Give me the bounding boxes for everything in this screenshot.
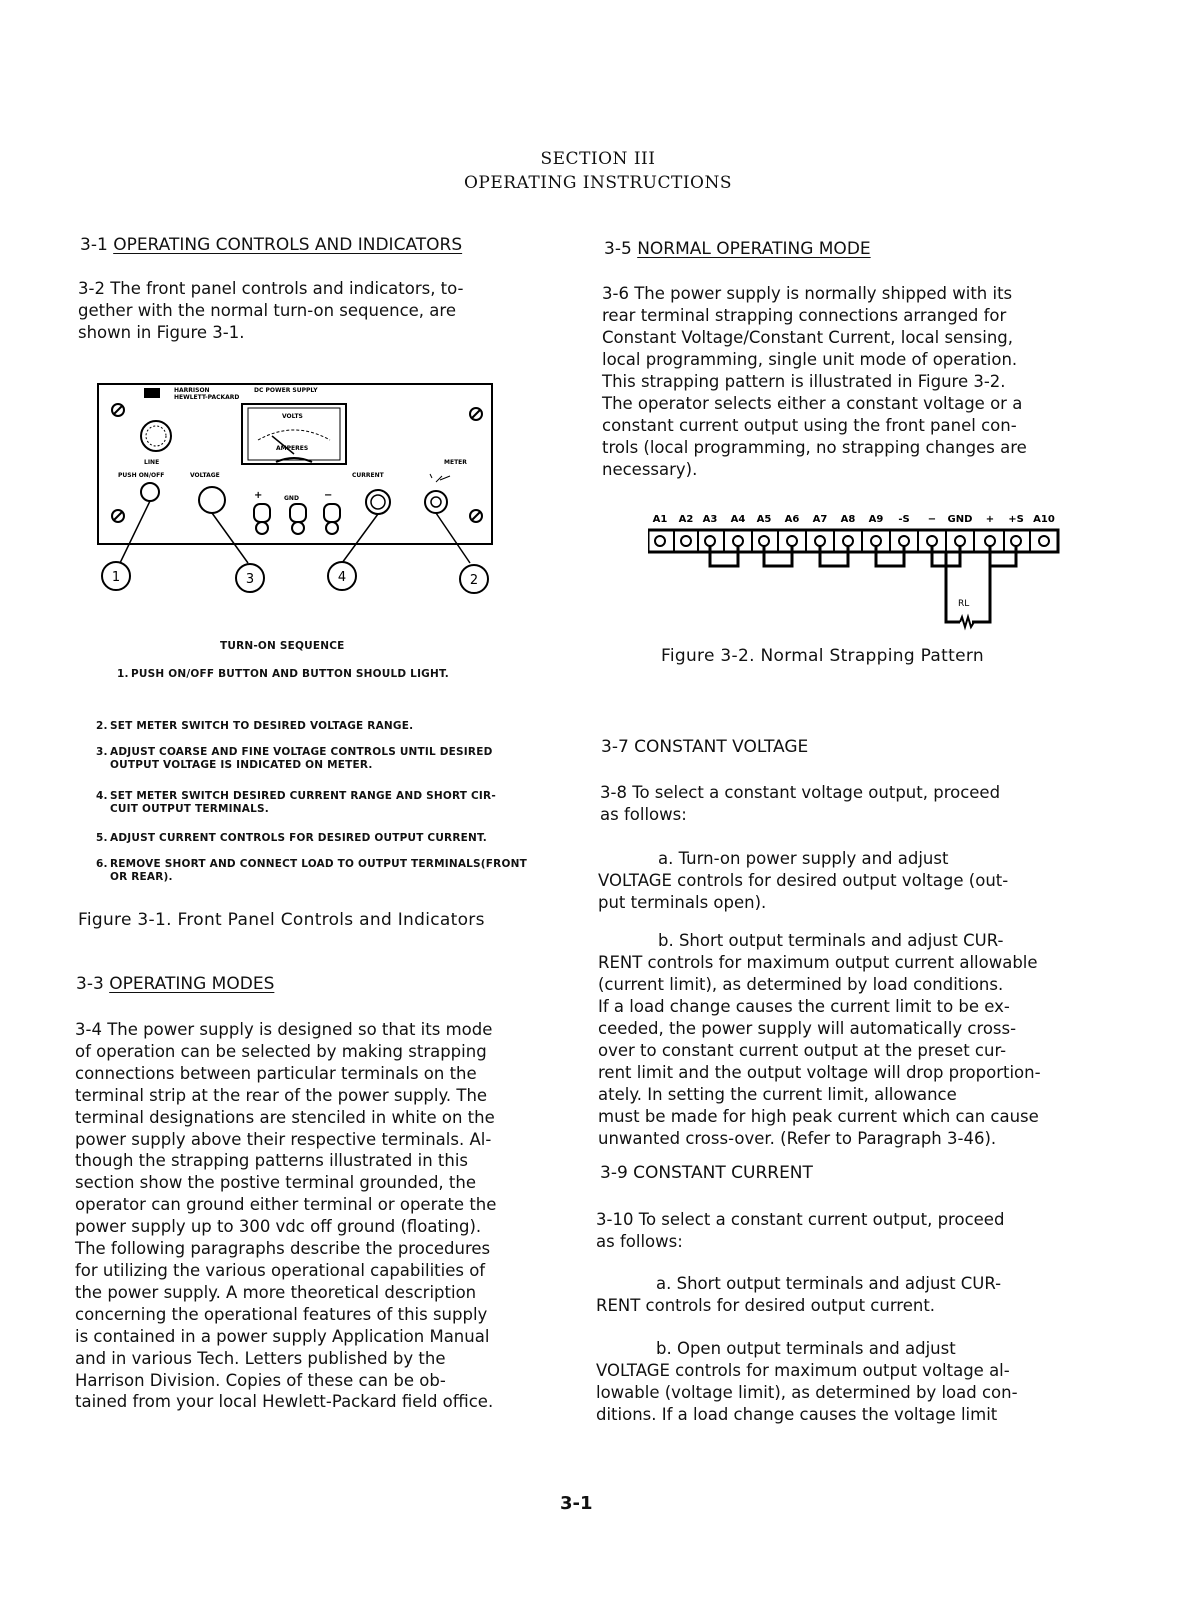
text-line: b. Open output terminals and adjust <box>656 1339 956 1358</box>
product-name: DC POWER SUPPLY <box>254 387 318 394</box>
text-line: ditions. If a load change causes the voltage limit <box>596 1405 998 1424</box>
text-line: terminal strip at the rear of the power supply. The <box>75 1085 488 1105</box>
text-line: RENT controls for desired output current. <box>596 1296 936 1315</box>
text-line: rent limit and the output voltage will drop proportion- <box>598 1063 1041 1082</box>
step-text: REMOVE SHORT AND CONNECT LOAD TO OUTPUT TERMINALS(FRONT <box>110 858 527 870</box>
text-line: of operation can be selected by making strapping <box>75 1041 487 1061</box>
callout-2-label: 2 <box>469 573 479 588</box>
terminal-label-a5: A5 <box>756 514 772 525</box>
text-line: VOLTAGE controls for maximum output voltage al- <box>596 1361 1010 1380</box>
terminal-label-a7: A7 <box>812 514 828 525</box>
terminal-gnd-icon <box>290 504 306 522</box>
text-line: shown in Figure 3-1. <box>78 323 245 342</box>
heading-3-3-number: 3-3 <box>76 974 104 994</box>
text-line: local programming, single unit mode of operation. <box>602 350 1018 369</box>
text-line: the power supply. A more theoretical description <box>75 1282 477 1302</box>
label-line: LINE <box>144 459 160 466</box>
label-push-onoff: PUSH ON/OFF <box>118 472 165 479</box>
text-line: 3-10 To select a constant current output, proceed <box>596 1210 1005 1229</box>
text-line: unwanted cross-over. (Refer to Paragraph 3-46). <box>598 1129 997 1148</box>
step-text: SET METER SWITCH TO DESIRED VOLTAGE RANGE. <box>110 720 414 732</box>
page-number: 3-1 <box>560 1493 593 1514</box>
text-line: tained from your local Hewlett-Packard field office. <box>75 1392 494 1412</box>
label-meter: METER <box>444 459 467 466</box>
paragraph-3-6 <box>602 283 1102 481</box>
text-line: and in various Tech. Letters published by the <box>75 1348 446 1368</box>
terminal-label-plus-s: +S <box>1008 514 1024 525</box>
callout-3-label: 3 <box>245 572 255 587</box>
heading-3-7: 3-7 CONSTANT VOLTAGE <box>601 737 809 757</box>
strapping-pattern-figure <box>648 510 1068 635</box>
step-text: ADJUST COARSE AND FINE VOLTAGE CONTROLS UNTIL DESIRED <box>110 746 493 758</box>
heading-3-5 <box>604 238 871 260</box>
label-voltage: VOLTAGE <box>190 472 220 479</box>
terminal-label-a6: A6 <box>784 514 800 525</box>
text-line: terminal designations are stenciled in white on the <box>75 1107 495 1127</box>
load-resistor-icon <box>960 617 974 627</box>
text-line: over to constant current output at the preset cur- <box>598 1041 1007 1060</box>
heading-3-9: 3-9 CONSTANT CURRENT <box>600 1163 813 1183</box>
push-button-icon <box>141 483 159 501</box>
text-line: ately. In setting the current limit, allowance <box>598 1085 957 1104</box>
section-label: SECTION III <box>540 149 656 169</box>
text-line: lowable (voltage limit), as determined by load con- <box>596 1383 1018 1402</box>
figure-3-2-caption: Figure 3-2. Normal Strapping Pattern <box>661 646 984 666</box>
brand-harrison: HARRISON <box>174 387 210 394</box>
text-line: ceeded, the power supply will automatically cross- <box>598 1019 1017 1038</box>
text-line: gether with the normal turn-on sequence, are <box>78 301 456 320</box>
brand-hp: HEWLETT-PACKARD <box>174 394 240 401</box>
text-line: is contained in a power supply Application Manual <box>75 1326 490 1346</box>
paragraph-3-4 <box>75 1019 565 1413</box>
load-resistor-label: RL <box>958 599 970 609</box>
label-minus: − <box>324 490 333 501</box>
text-line: as follows: <box>596 1232 683 1251</box>
paragraph-3-2 <box>78 278 548 344</box>
text-line: The operator selects either a constant voltage or a <box>602 394 1023 413</box>
meter-amperes: AMPERES <box>276 445 309 452</box>
text-line: The following paragraphs describe the procedures <box>75 1239 491 1259</box>
text-line: operator can ground either terminal or operate the <box>75 1195 497 1215</box>
text-line: VOLTAGE controls for desired output voltage (out- <box>598 871 1009 890</box>
text-line: This strapping pattern is illustrated in Figure 3-2. <box>602 372 1006 391</box>
text-line: connections between particular terminals on the <box>75 1063 477 1083</box>
paragraph-3-10 <box>596 1209 1106 1253</box>
step-4: 4. SET METER SWITCH DESIRED CURRENT RANGE AND SHORT CIR- CUIT OUTPUT TERMINALS. <box>96 790 536 816</box>
step-text: PUSH ON/OFF BUTTON AND BUTTON SHOULD LIGHT. <box>131 668 449 680</box>
heading-3-3-title: OPERATING MODES <box>109 974 275 994</box>
turn-on-title: TURN-ON SEQUENCE <box>220 640 345 652</box>
paragraph-3-8b <box>598 930 1108 1150</box>
terminal-label-minus: − <box>927 514 937 525</box>
step-text: OUTPUT VOLTAGE IS INDICATED ON METER. <box>110 759 373 771</box>
text-line: constant current output using the front panel con- <box>602 416 1017 435</box>
terminal-plus-icon <box>254 504 270 522</box>
text-line: b. Short output terminals and adjust CUR- <box>658 931 1004 950</box>
terminal-minus-icon <box>324 504 340 522</box>
step-1: 1. PUSH ON/OFF BUTTON AND BUTTON SHOULD LIGHT. <box>117 668 449 680</box>
text-line: trols (local programming, no strapping changes are <box>602 438 1027 457</box>
callout-4-label: 4 <box>337 570 347 585</box>
section-title: OPERATING INSTRUCTIONS <box>463 173 733 193</box>
terminal-label-minus-s: -S <box>898 514 910 525</box>
text-line: put terminals open). <box>598 893 767 912</box>
text-line: power supply up to 300 vdc off ground (floating). <box>75 1217 482 1237</box>
hp-logo <box>144 388 160 398</box>
heading-3-1 <box>80 234 462 256</box>
terminal-label-gnd: GND <box>947 514 973 525</box>
text-line: concerning the operational features of this supply <box>75 1304 488 1324</box>
text-line: 3-8 To select a constant voltage output, proceed <box>600 783 1001 802</box>
paragraph-3-8 <box>600 782 1100 826</box>
text-line: a. Turn-on power supply and adjust <box>658 849 949 868</box>
terminal-label-a1: A1 <box>652 514 668 525</box>
step-5: 5. ADJUST CURRENT CONTROLS FOR DESIRED OUTPUT CURRENT. <box>96 832 487 844</box>
front-panel-figure <box>96 380 506 630</box>
heading-3-3 <box>76 973 274 995</box>
paragraph-3-8a <box>598 848 1108 914</box>
terminal-label-plus: + <box>985 514 995 525</box>
text-line: RENT controls for maximum output current allowable <box>598 953 1038 972</box>
terminal-label-a4: A4 <box>730 514 746 525</box>
text-line: section show the postive terminal grounded, the <box>75 1173 477 1193</box>
label-gnd: GND <box>284 495 299 502</box>
heading-3-1-title: OPERATING CONTROLS AND INDICATORS <box>113 235 463 255</box>
text-line: as follows: <box>600 805 687 824</box>
meter-switch-icon <box>425 491 447 513</box>
text-line: for utilizing the various operational capabilities of <box>75 1260 486 1280</box>
current-knob-icon <box>366 490 390 514</box>
text-line: 3-6 The power supply is normally shipped with its <box>602 284 1013 303</box>
text-line: a. Short output terminals and adjust CUR- <box>656 1274 1002 1293</box>
step-2: 2. SET METER SWITCH TO DESIRED VOLTAGE RANGE. <box>96 720 414 732</box>
heading-3-5-number: 3-5 <box>604 239 632 259</box>
text-line: Harrison Division. Copies of these can be ob- <box>75 1370 446 1390</box>
terminal-label-a3: A3 <box>702 514 718 525</box>
text-line: If a load change causes the current limit to be ex- <box>598 997 1010 1016</box>
terminal-label-a9: A9 <box>868 514 884 525</box>
text-line: power supply above their respective terminals. Al- <box>75 1129 492 1149</box>
text-line: 3-2 The front panel controls and indicators, to- <box>78 279 464 298</box>
heading-3-5-title: NORMAL OPERATING MODE <box>637 239 871 259</box>
step-3: 3. ADJUST COARSE AND FINE VOLTAGE CONTROLS UNTIL DESIRED OUTPUT VOLTAGE IS INDICATED ON METER. <box>96 746 536 772</box>
paragraph-3-10a <box>596 1273 1106 1317</box>
text-line: necessary). <box>602 460 698 479</box>
figure-3-1-caption: Figure 3-1. Front Panel Controls and Indicators <box>78 910 485 930</box>
text-line: Constant Voltage/Constant Current, local sensing, <box>602 328 1014 347</box>
label-plus: + <box>254 490 263 501</box>
terminal-label-a8: A8 <box>840 514 856 525</box>
text-line: must be made for high peak current which can cause <box>598 1107 1039 1126</box>
text-line: though the strapping patterns illustrated in this <box>75 1151 469 1171</box>
paragraph-3-10b <box>596 1338 1106 1426</box>
step-text: CUIT OUTPUT TERMINALS. <box>110 803 269 815</box>
voltage-knob-icon <box>199 487 225 513</box>
label-current: CURRENT <box>352 472 384 479</box>
step-text: OR REAR). <box>110 871 173 883</box>
step-text: SET METER SWITCH DESIRED CURRENT RANGE AND SHORT CIR- <box>110 790 496 802</box>
text-line: rear terminal strapping connections arranged for <box>602 306 1007 325</box>
terminal-label-a10: A10 <box>1033 514 1055 525</box>
callout-1-label: 1 <box>111 570 121 585</box>
meter-volts: VOLTS <box>282 413 303 420</box>
terminal-label-a2: A2 <box>678 514 694 525</box>
step-6: 6. REMOVE SHORT AND CONNECT LOAD TO OUTPUT TERMINALS(FRONT OR REAR). <box>96 858 536 884</box>
step-text: ADJUST CURRENT CONTROLS FOR DESIRED OUTPUT CURRENT. <box>110 832 487 844</box>
text-line: 3-4 The power supply is designed so that its mode <box>75 1020 493 1039</box>
text-line: (current limit), as determined by load conditions. <box>598 975 1004 994</box>
heading-3-1-number: 3-1 <box>80 235 108 255</box>
